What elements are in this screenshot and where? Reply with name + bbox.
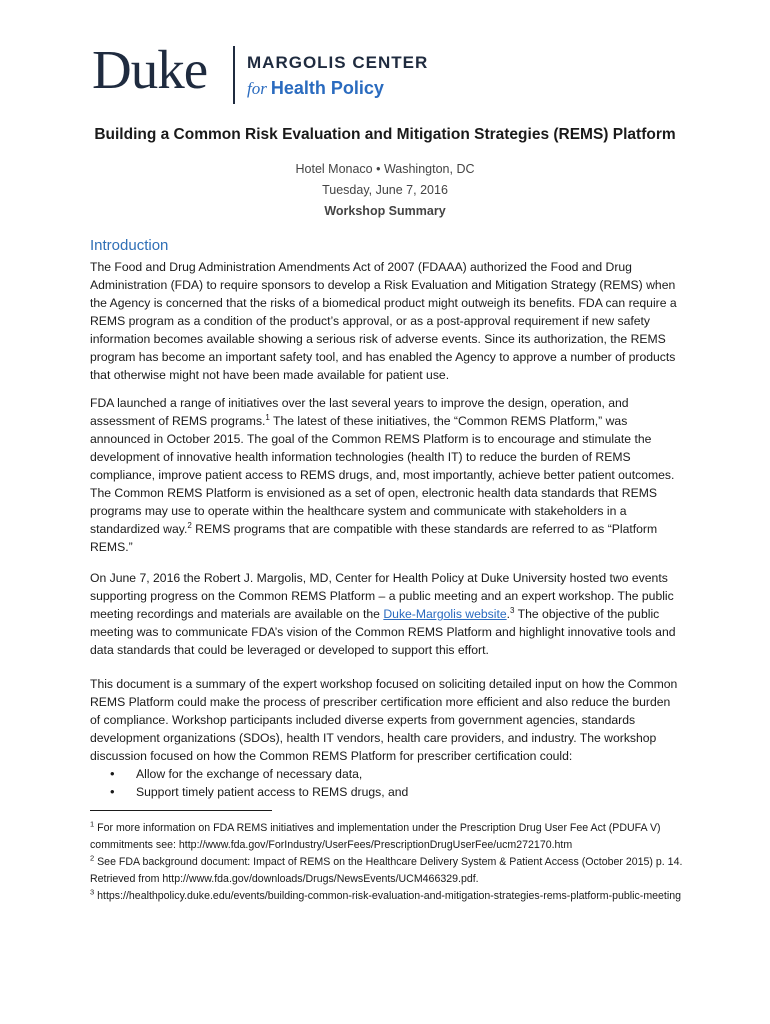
footnote-number: 1 [90, 819, 95, 829]
footnote-separator [90, 810, 272, 811]
footnote-2 [90, 854, 684, 888]
footnote-number: 2 [90, 853, 95, 863]
document-title: Building a Common Risk Evaluation and Mitigation Strategies (REMS) Platform [94, 126, 676, 143]
workshop-summary-label: Workshop Summary [324, 204, 446, 218]
list-item: • Support timely patient access to REMS drugs, and [136, 783, 682, 801]
event-venue: Hotel Monaco • Washington, DC [295, 162, 475, 176]
paragraph-4: This document is a summary of the expert workshop focused on soliciting detailed input on how the Common REMS Platform could make the process of prescriber certification more efficient and also reduce the burden of compliance. Workshop participants included diverse experts from government agencies, standards development organizations (SDOs), health IT vendors, health care providers, and industry. The workshop discussion focused on how the Common REMS Platform for prescriber certification could: [90, 677, 678, 763]
paragraph-2-text-b: The latest of these initiatives, the “Common REMS Platform,” was announced in October 2015. The goal of the Common REMS Platform is to encourage and stimulate the development of innovative health information technologies (health IT) to reduce the burden of REMS compliance, improve patient access to REMS drugs, and, most importantly, achieve better patient outcomes. The Common REMS Platform is envisioned as a set of open, electronic health data standards that REMS programs may use to operate within the healthcare system and communicate with stakeholders in a standardized way. [90, 414, 675, 536]
footnote-ref-2[interactable]: 2 [187, 520, 192, 530]
logo-divider [233, 46, 235, 104]
footnote-number: 3 [90, 887, 95, 897]
paragraph-1: The Food and Drug Administration Amendments Act of 2007 (FDAAA) authorized the Food and Drug Administration (FDA) to require sponsors to develop a Risk Evaluation and Mitigation Strategy (REMS) when the Agency is concerned that the risks of a biomedical product might outweigh its benefits. FDA can require a REMS program as a condition of the product’s approval, or as a post-approval requirement if new safety information becomes available showing a serious risk of adverse events. Since its authorization, the REMS program has become an important safety tool, and has enabled the Agency to approve a number of products that otherwise might not have been made available for patient use. [90, 260, 677, 382]
paragraph-3 [90, 569, 682, 659]
logo-health-policy [247, 77, 384, 101]
duke-margolis-website-link[interactable]: Duke-Margolis website [383, 607, 507, 621]
paragraph-2-text-a: FDA launched a range of initiatives over the last several years to improve the design, operation, and assessment of REMS programs. [90, 396, 629, 428]
footnotes [90, 820, 684, 905]
paragraph-3-period: . [506, 607, 511, 621]
list-item: • Allow for the exchange of necessary data, [136, 765, 682, 783]
footnote-ref-3[interactable]: 3 [510, 605, 515, 615]
introduction-heading: Introduction [90, 237, 169, 254]
paragraph-3-text-a: On June 7, 2016 the Robert J. Margolis, MD, Center for Health Policy at Duke University hosted two events supporting progress on the Common REMS Platform – a public meeting and an expert workshop. The public meeting recordings and materials are available on the [90, 571, 674, 621]
logo-margolis-center: MARGOLIS CENTER [247, 53, 429, 72]
logo-for: for [247, 79, 267, 98]
body-text [90, 258, 682, 801]
paragraph-3-text-b: The objective of the public meeting was to communicate FDA’s vision of the Common REMS Platform and highlight innovative tools and data standards that could be leveraged or developed to support this effort. [90, 607, 676, 657]
paragraph-2-text-c: REMS programs that are compatible with these standards are referred to as “Platform REMS.” [90, 522, 658, 554]
footnote-3 [90, 888, 684, 905]
footnote-ref-1[interactable]: 1 [265, 412, 270, 422]
footnote-text: https://healthpolicy.duke.edu/events/building-common-risk-evaluation-and-mitigation-strategies-rems-platform-public-meeting [94, 890, 682, 902]
event-date: Tuesday, June 7, 2016 [322, 183, 448, 197]
bullet-list [90, 765, 682, 801]
footnote-1 [90, 820, 684, 854]
logo-duke-wordmark: Duke [92, 39, 208, 100]
logo-health-policy-text: Health Policy [270, 78, 384, 98]
footnote-text: See FDA background document: Impact of REMS on the Healthcare Delivery System & Patient Access (October 2015) p. 14. Retrieved from http://www.fda.gov/downloads/Drugs/NewsEvents/UCM466329.pdf. [90, 856, 683, 885]
paragraph-2 [90, 394, 682, 556]
footnote-text: For more information on FDA REMS initiatives and implementation under the Prescription Drug User Fee Act (PDUFA V) commitments see: http://www.fda.gov/ForIndustry/UserFees/PrescriptionDrugUserFee/ucm272170.htm [90, 822, 661, 851]
